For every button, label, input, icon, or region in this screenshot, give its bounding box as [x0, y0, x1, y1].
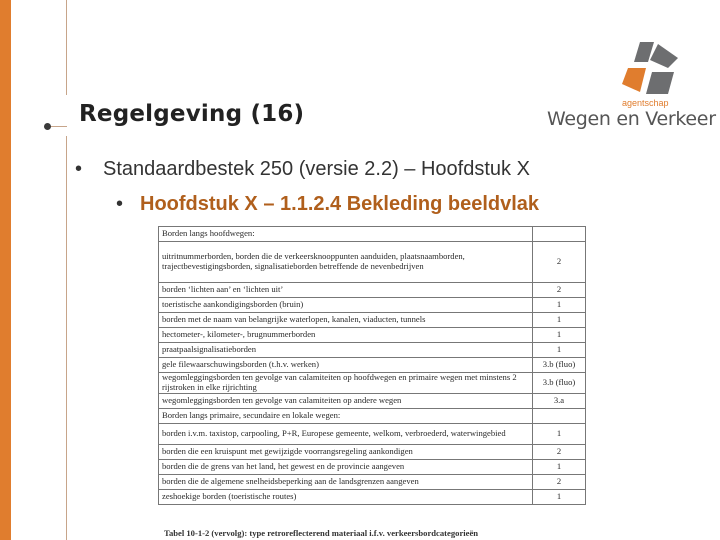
table-cell-label: zeshoekige borden (toeristische routes): [159, 490, 533, 505]
table-row: [159, 409, 586, 424]
table-cell-value: 2: [533, 283, 586, 298]
table-caption: Tabel 10-1-2 (vervolg): type retroreflecterend materiaal i.f.v. verkeersbordcategorieën: [164, 528, 479, 538]
table-cell-value: 2: [533, 475, 586, 490]
table-cell-value: [533, 227, 586, 242]
table-cell-label: gele filewaarschuwingsborden (t.h.v. werken): [159, 358, 533, 373]
decorative-vertical-line-top: [66, 0, 67, 95]
decorative-vertical-line-bottom: [66, 136, 67, 540]
table-row: [159, 227, 586, 242]
bullet-text: Standaardbestek 250 (versie 2.2) – Hoofdstuk X: [103, 158, 530, 180]
table-cell-label: wegomleggingsborden ten gevolge van calamiteiten op hoofdwegen en primaire wegen met minstens 2 rijstroken in elke rijrichting: [159, 373, 533, 394]
table-cell-value: 1: [533, 490, 586, 505]
table-row: [159, 313, 586, 328]
table-cell-value: 3.b (fluo): [533, 358, 586, 373]
table-section-header: Borden langs primaire, secundaire en lokale wegen:: [159, 409, 533, 424]
table-row: [159, 328, 586, 343]
bullet-text: Hoofdstuk X – 1.1.2.4 Bekleding beeldvlak: [140, 193, 540, 215]
table-row: [159, 242, 586, 283]
bullet-glyph: •: [116, 193, 124, 215]
table-cell-label: uitritnummerborden, borden die de verkeersknooppunten aanduiden, plaatsnaamborden, trajectbevestigingsborden, signalisatieborden betreffende de nevenbedrijven: [159, 242, 533, 283]
slide-title: Regelgeving (16): [79, 101, 305, 127]
table-cell-value: 1: [533, 313, 586, 328]
table-cell-label: borden die een kruispunt met gewijzigde voorrangsregeling aankondigen: [159, 445, 533, 460]
table-cell-label: praatpaalsignalisatieborden: [159, 343, 533, 358]
table-cell-value: 1: [533, 460, 586, 475]
table-cell-label: hectometer-, kilometer-, brugnummerborden: [159, 328, 533, 343]
table-cell-label: borden die de algemene snelheidsbeperking aan de landsgrenzen aangeven: [159, 475, 533, 490]
spec-table-image: [158, 226, 588, 538]
table-cell-label: wegomleggingsborden ten gevolge van calamiteiten op andere wegen: [159, 394, 533, 409]
table-row: [159, 475, 586, 490]
table-row: [159, 358, 586, 373]
table-cell-value: 3.b (fluo): [533, 373, 586, 394]
logo-text: Wegen en Verkeer: [547, 108, 716, 130]
table-row: [159, 445, 586, 460]
table-cell-value: [533, 409, 586, 424]
retroreflective-spec-table: [158, 226, 586, 505]
accent-sidebar-bar: [0, 0, 11, 540]
table-cell-value: 3.a: [533, 394, 586, 409]
table-row: [159, 490, 586, 505]
table-cell-value: 1: [533, 343, 586, 358]
table-row: [159, 424, 586, 445]
bullet-glyph: •: [75, 158, 83, 180]
logo-subtitle: agentschap: [622, 98, 669, 108]
agency-logo-icon: [620, 38, 682, 100]
table-cell-label: toeristische aankondigingsborden (bruin): [159, 298, 533, 313]
table-cell-value: 1: [533, 328, 586, 343]
table-cell-value: 1: [533, 424, 586, 445]
table-row: [159, 460, 586, 475]
table-row: [159, 373, 586, 394]
table-row: [159, 343, 586, 358]
table-section-header: Borden langs hoofdwegen:: [159, 227, 533, 242]
table-cell-value: 1: [533, 298, 586, 313]
bullet-level-2: [116, 193, 539, 216]
table-row: [159, 298, 586, 313]
table-cell-label: borden i.v.m. taxistop, carpooling, P+R, Europese gemeente, welkom, verbroederd, waterwingebied: [159, 424, 533, 445]
bullet-level-1: [75, 158, 530, 181]
table-row: [159, 283, 586, 298]
table-row: [159, 394, 586, 409]
table-cell-label: borden met de naam van belangrijke waterlopen, kanalen, viaducten, tunnels: [159, 313, 533, 328]
table-cell-label: borden die de grens van het land, het gewest en de provincie aangeven: [159, 460, 533, 475]
table-cell-label: borden ‘lichten aan’ en ‘lichten uit’: [159, 283, 533, 298]
table-cell-value: 2: [533, 242, 586, 283]
title-dot: [44, 123, 51, 130]
table-cell-value: 2: [533, 445, 586, 460]
